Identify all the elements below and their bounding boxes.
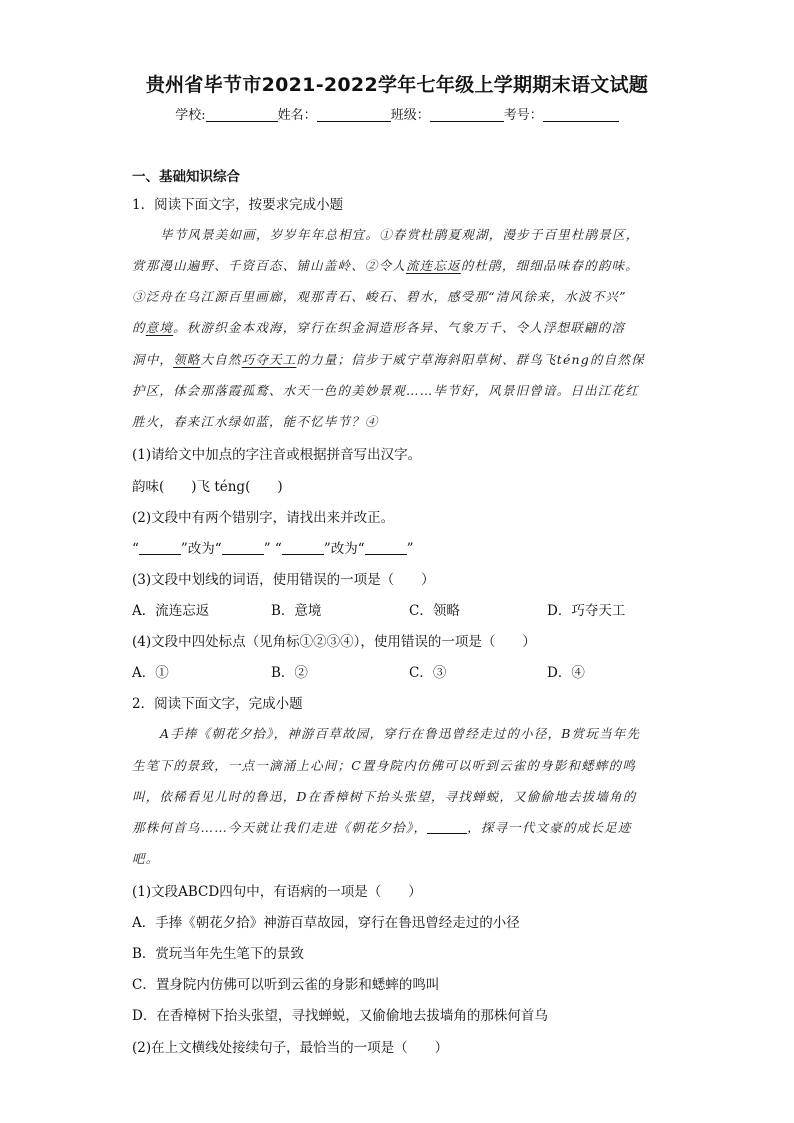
option-a[interactable]: A．手捧《朝花夕拾》神游百草故园，穿行在鲁迅曾经走过的小径 — [132, 915, 520, 931]
q1-sub4: (4)文段中四处标点（见角标①②③④），使用错误的一项是（ ） — [132, 634, 536, 650]
q1-sub3: (3)文段中划线的词语，使用错误的一项是（ ） — [132, 572, 435, 588]
class-label: 班级： — [390, 108, 430, 123]
quote-mark: ” — [406, 541, 414, 557]
school-blank — [206, 107, 278, 122]
section-heading: 一、基础知识综合 — [132, 169, 240, 185]
name-label: 姓名： — [277, 108, 317, 123]
q2-sub1: (1)文段ABCD四句中，有语病的一项是（ ） — [132, 884, 422, 900]
option-c[interactable]: C．置身院内仿佛可以听到云雀的身影和蟋蟀的鸣叫 — [132, 977, 440, 993]
q2-passage-line — [132, 818, 632, 836]
q1-passage-line: ③泛舟在乌江源百里画廊，观那青石、峻石、碧水，感受那“清风徐来，水波不兴” — [132, 289, 627, 304]
answer-blank[interactable] — [282, 541, 324, 555]
q1-passage-text: 的力量；信步于威宁草海斜阳草树、群鸟飞téng的自然保 — [296, 352, 645, 367]
option-a[interactable]: A．流连忘返 — [132, 603, 210, 619]
q1-sub1-answer: 韵味( )飞 téng( ) — [132, 479, 283, 495]
quote-mark: “ — [132, 541, 139, 557]
q1-passage-text: 大自然 — [200, 352, 242, 367]
q1-passage-text: 赏那漫山遍野、千资百态、铺山盖岭、②令人 — [132, 258, 407, 273]
q1-passage-line: 胜火，春来江水绿如蓝，能不忆毕节？④ — [132, 414, 379, 429]
option-b[interactable]: B．② — [271, 665, 308, 681]
exam-title: 贵州省毕节市2021-2022学年七年级上学期期末语文试题 — [145, 74, 649, 96]
underlined-word: 流连忘返 — [406, 258, 461, 273]
underlined-word: 巧夺天工 — [241, 352, 297, 367]
option-c[interactable]: C．领略 — [409, 603, 460, 619]
q1-passage-line — [132, 318, 625, 336]
change-to-text: ”改为“ — [180, 541, 222, 557]
q1-passage-text: 洞中， — [132, 352, 174, 367]
answer-blank[interactable] — [365, 541, 407, 555]
option-b[interactable]: B．赏玩当年先生笔下的景致 — [132, 946, 304, 962]
q2-passage-line: A手捧《朝花夕拾》，神游百草故园，穿行在鲁迅曾经走过的小径，B赏玩当年先 — [160, 726, 641, 741]
q1-sub1: (1)请给文中加点的字注音或根据拼音写出汉字。 — [132, 447, 422, 463]
q1-passage-line — [132, 256, 639, 274]
q1-sub2-answer — [132, 537, 414, 557]
school-label: 学校: — [175, 108, 206, 123]
number-label: 考号： — [503, 108, 543, 123]
q1-passage-line: 毕节风景美如画，岁岁年年总相宜。①春赏杜鹃夏观湖，漫步于百里杜鹃景区， — [160, 227, 640, 242]
answer-blank[interactable] — [139, 541, 181, 555]
q1-passage-line — [132, 350, 645, 368]
name-blank — [317, 107, 391, 122]
option-a[interactable]: A．① — [132, 665, 169, 681]
q1-stem: 1．阅读下面文字，按要求完成小题 — [132, 197, 344, 213]
option-b[interactable]: B．意境 — [271, 603, 322, 619]
q1-passage-line: 护区，体会那落霞孤鹜、水天一色的美妙景观……毕节好，风景旧曾谙。日出江花红 — [132, 383, 639, 398]
student-info-line — [0, 104, 794, 123]
q1-passage-text: 的 — [132, 320, 146, 335]
quote-mark: ” “ — [263, 541, 282, 557]
q2-sub2: (2)在上文横线处接续句子，最恰当的一项是（ ） — [132, 1040, 449, 1056]
q2-passage-line: 吧。 — [132, 851, 160, 866]
q1-passage-text: 的杜鹃，细细品味春的韵味。 — [460, 258, 639, 273]
answer-blank[interactable] — [427, 820, 467, 834]
option-d[interactable]: D．④ — [547, 665, 585, 681]
q2-passage-text: ，探寻一代文豪的成长足迹 — [467, 820, 632, 835]
class-blank — [430, 107, 504, 122]
change-to-text: ”改为“ — [323, 541, 365, 557]
underlined-word: 领略 — [173, 352, 201, 367]
number-blank — [543, 107, 619, 122]
q2-passage-line: 生笔下的景致，一点一滴涌上心间；C置身院内仿佛可以听到云雀的身影和蟋蟀的鸣 — [132, 758, 636, 773]
option-c[interactable]: C．③ — [409, 665, 447, 681]
q2-passage-text: 那株何首乌……今天就让我们走进《朝花夕拾》， — [132, 820, 428, 835]
underlined-word: 意境 — [145, 320, 174, 335]
option-d[interactable]: D．在香樟树下抬头张望，寻找蝉蜕，又偷偷地去拔墙角的那株何首乌 — [132, 1008, 548, 1024]
answer-blank[interactable] — [222, 541, 264, 555]
q2-passage-line: 叫，依稀看见儿时的鲁迅，D在香樟树下抬头张望，寻找蝉蜕，又偷偷地去拔墙角的 — [132, 789, 637, 804]
q1-sub2: (2)文段中有两个错别字，请找出来并改正。 — [132, 510, 395, 526]
q1-passage-text: 。秋游织金本戏海，穿行在织金洞造形各异、气象万千、令人浮想联翩的溶 — [173, 320, 626, 335]
q2-stem: 2．阅读下面文字，完成小题 — [132, 696, 303, 712]
option-d[interactable]: D．巧夺天工 — [547, 603, 626, 619]
